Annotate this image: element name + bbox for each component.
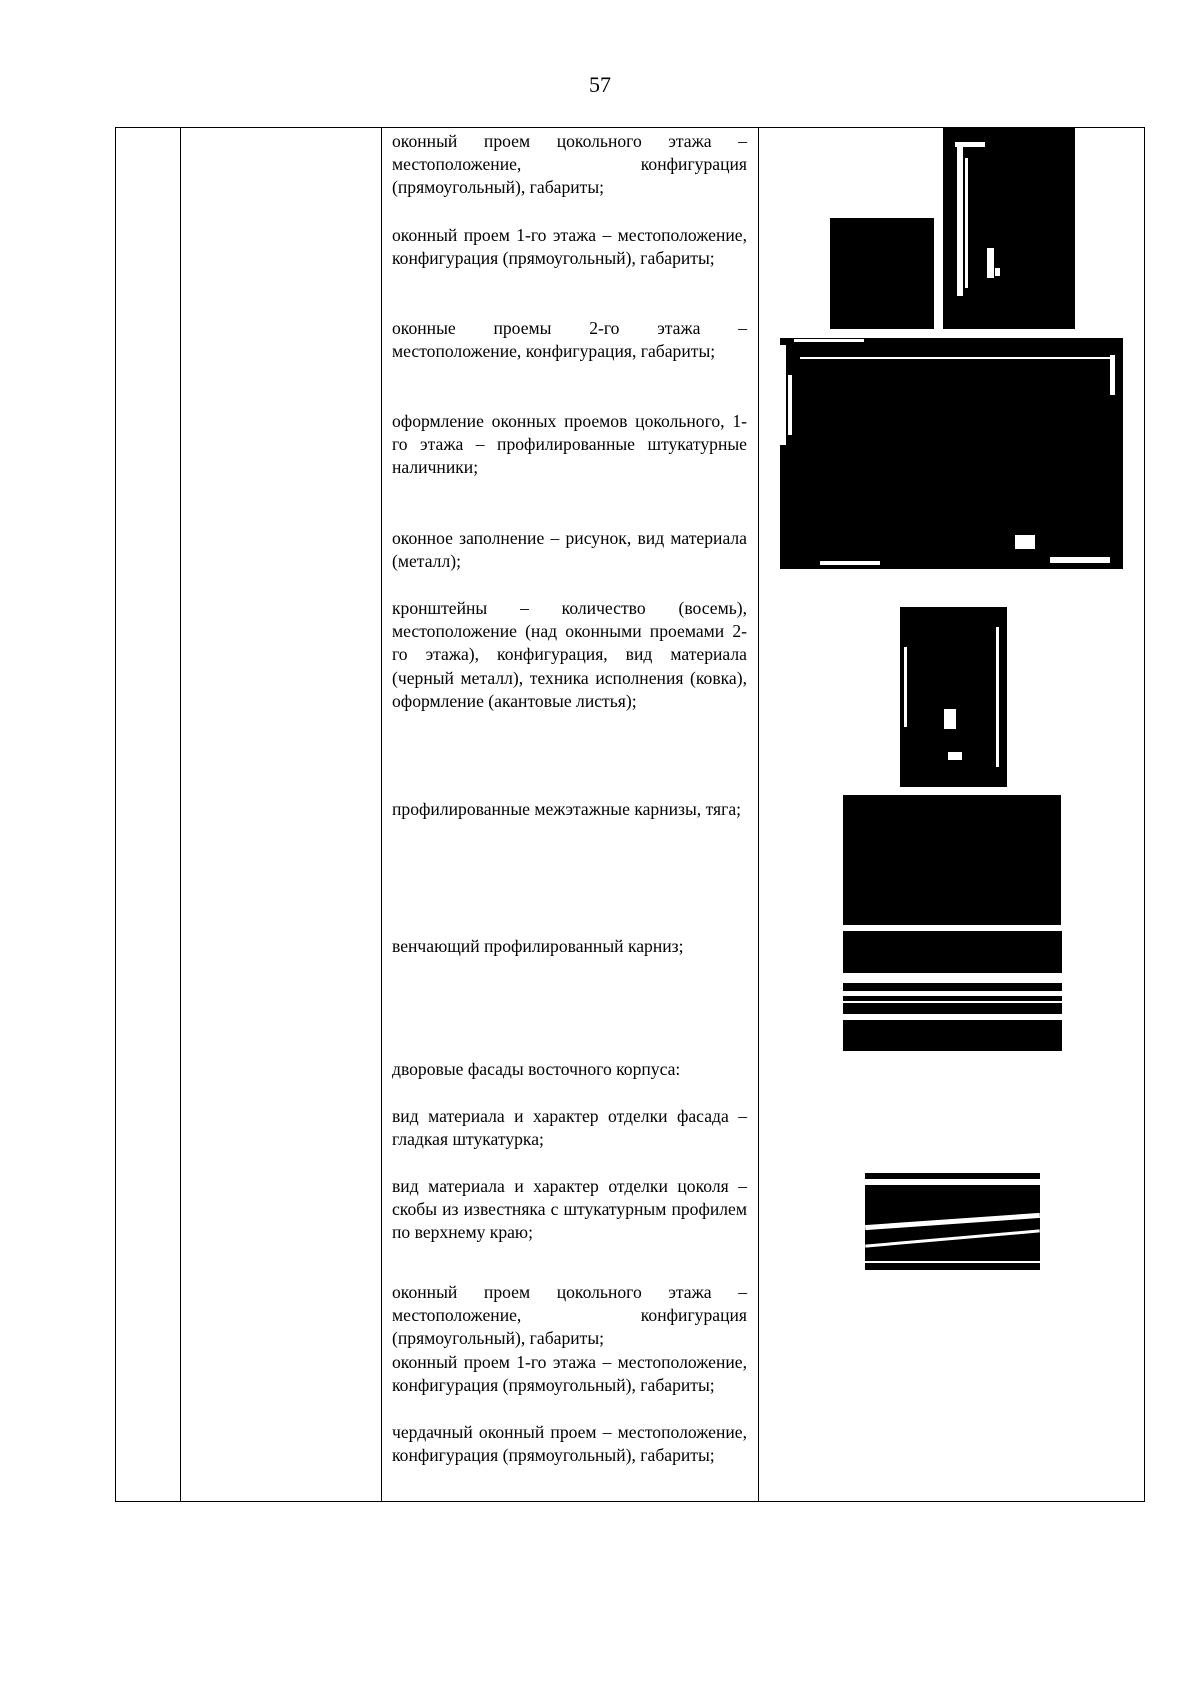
item-9: дворовые фасады восточного корпуса: (392, 1059, 681, 1079)
photo-window-basement (830, 218, 934, 329)
photo-bracket (900, 607, 1007, 787)
item-10: вид материала и характер отделки фасада – гладкая штукатурка; (392, 1106, 747, 1150)
item-8: венчающий профилированный карниз; (392, 936, 684, 956)
page-number: 57 (589, 72, 611, 97)
item-2: оконный проем 1-го этажа – местоположение, конфигурация (прямоугольный), габариты; (392, 225, 747, 269)
photo-second-floor-windows (780, 335, 1123, 569)
item-12: оконный проем цокольного этажа – местоположение, конфигурация (прямоугольный), габариты; (392, 1282, 747, 1349)
photo-plinth (865, 1173, 1040, 1270)
item-4: оформление оконных проемов цокольного, 1-го этажа – профилированные штукатурные наличники; (392, 411, 747, 478)
item-5: оконное заполнение – рисунок, вид материала (металл); (392, 528, 747, 572)
item-11: вид материала и характер отделки цоколя – скобы из известняка с штукатурным профилем по верхнему краю; (392, 1176, 747, 1243)
item-14: чердачный оконный проем – местоположение, конфигурация (прямоугольный), габариты; (392, 1422, 747, 1466)
photo-interfloor-cornice (843, 795, 1061, 925)
item-6: кронштейны – количество (восемь), местоположение (над оконными проемами 2-го этажа), конфигурация, вид материала (черный металл), техника исполнения (ковка), оформление (акантовые листья); (392, 598, 747, 711)
column-divider-3 (758, 128, 759, 1501)
item-1: оконный проем цокольного этажа – местоположение, конфигурация (прямоугольный), габариты; (392, 131, 747, 198)
photo-window-first-floor (943, 128, 1075, 329)
item-7: профилированные межэтажные карнизы, тяга; (392, 799, 742, 819)
column-divider-1 (180, 128, 181, 1501)
item-13: оконный проем 1-го этажа – местоположение, конфигурация (прямоугольный), габариты; (392, 1352, 747, 1396)
item-3: оконные проемы 2-го этажа – местоположение, конфигурация, габариты; (392, 318, 747, 362)
photo-crowning-cornice (843, 931, 1062, 1051)
column-divider-2 (381, 128, 382, 1501)
